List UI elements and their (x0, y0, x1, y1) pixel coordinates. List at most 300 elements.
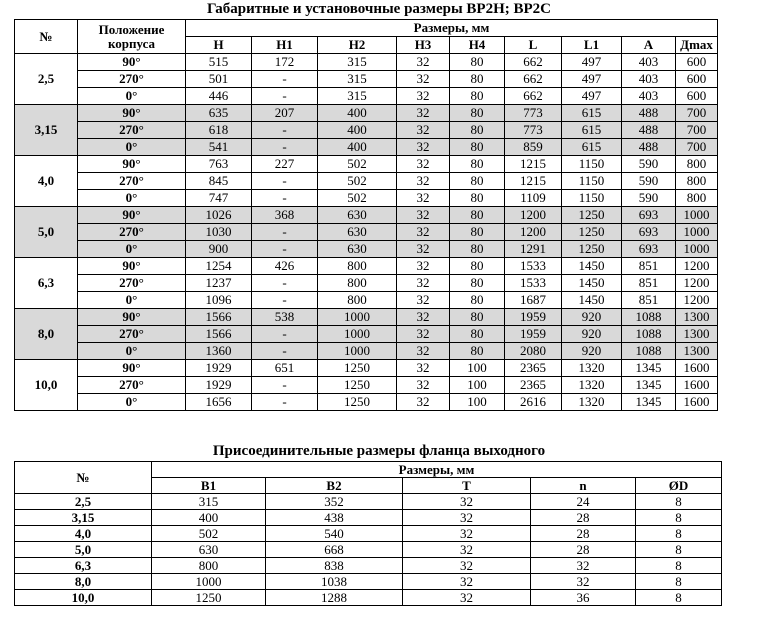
table-cell: 32 (403, 558, 531, 574)
col-header-4: H4 (450, 37, 505, 54)
table-cell: 600 (676, 54, 718, 71)
table-cell: 32 (531, 558, 636, 574)
table-cell: 403 (622, 88, 676, 105)
table-cell: 800 (318, 258, 397, 275)
table-cell: 1600 (676, 394, 718, 411)
table-cell: 32 (403, 510, 531, 526)
col-header-6: L1 (562, 37, 622, 54)
table-cell: 400 (318, 122, 397, 139)
table-cell: 747 (186, 190, 252, 207)
table-cell: 400 (318, 105, 397, 122)
table-cell: 800 (318, 275, 397, 292)
table-cell: 1450 (562, 275, 622, 292)
flange-number: 6,3 (15, 558, 152, 574)
table-cell: 1320 (562, 377, 622, 394)
table-cell: - (252, 173, 318, 190)
table-cell: 1000 (152, 574, 266, 590)
table-cell: 2616 (505, 394, 562, 411)
table-cell: 1291 (505, 241, 562, 258)
table-cell: 8 (636, 494, 722, 510)
table-cell: 859 (505, 139, 562, 156)
table-cell: 1150 (562, 190, 622, 207)
table-row (15, 258, 718, 275)
flange-number: 8,0 (15, 574, 152, 590)
col-header-2: T (403, 478, 531, 494)
table-cell: - (252, 326, 318, 343)
table-row (15, 156, 718, 173)
table-cell: 515 (186, 54, 252, 71)
table-cell: 668 (266, 542, 403, 558)
table-cell: 1088 (622, 309, 676, 326)
table-cell: 80 (450, 122, 505, 139)
table-row (15, 122, 718, 139)
table-cell: 32 (403, 526, 531, 542)
table-cell: 80 (450, 71, 505, 88)
table-cell: 502 (152, 526, 266, 542)
housing-position: 270° (78, 275, 186, 292)
table-cell: 1237 (186, 275, 252, 292)
table-cell: 497 (562, 54, 622, 71)
table-cell: 1000 (318, 326, 397, 343)
table-cell: 32 (403, 542, 531, 558)
col-header-position: Положение корпуса (78, 20, 186, 54)
table-cell: 100 (450, 377, 505, 394)
table-cell: 403 (622, 54, 676, 71)
table-cell: 635 (186, 105, 252, 122)
table-row (15, 574, 722, 590)
table-cell: 920 (562, 309, 622, 326)
table-cell: 8 (636, 574, 722, 590)
col-header-1: H1 (252, 37, 318, 54)
table-cell: 1096 (186, 292, 252, 309)
table-cell: 1215 (505, 156, 562, 173)
table-cell: - (252, 224, 318, 241)
table-row (15, 590, 722, 606)
table-cell: 700 (676, 122, 718, 139)
col-header-sizes: Размеры, мм (152, 462, 722, 478)
table-row (15, 173, 718, 190)
table-cell: 426 (252, 258, 318, 275)
table-row (15, 241, 718, 258)
table-cell: 1959 (505, 309, 562, 326)
housing-position: 0° (78, 190, 186, 207)
table-cell: 662 (505, 54, 562, 71)
table-cell: 630 (318, 207, 397, 224)
table-cell: 80 (450, 224, 505, 241)
housing-number: 4,0 (15, 156, 78, 207)
table-cell: 1450 (562, 292, 622, 309)
col-header-1: B2 (266, 478, 403, 494)
flange-number: 10,0 (15, 590, 152, 606)
housing-position: 0° (78, 394, 186, 411)
table-cell: - (252, 88, 318, 105)
table-row (15, 190, 718, 207)
table-cell: 32 (397, 190, 450, 207)
table-cell: 851 (622, 292, 676, 309)
table-cell: 600 (676, 71, 718, 88)
table-cell: 920 (562, 343, 622, 360)
table-row (15, 88, 718, 105)
table-cell: 32 (397, 122, 450, 139)
table-cell: 32 (397, 224, 450, 241)
table-cell: 773 (505, 122, 562, 139)
table-cell: 1320 (562, 394, 622, 411)
table-cell: 1345 (622, 394, 676, 411)
table-cell: 1088 (622, 343, 676, 360)
table-cell: 1254 (186, 258, 252, 275)
housing-number: 3,15 (15, 105, 78, 156)
table-cell: 488 (622, 139, 676, 156)
table-cell: 851 (622, 275, 676, 292)
col-header-7: A (622, 37, 676, 54)
table-cell: 1320 (562, 360, 622, 377)
table-cell: 700 (676, 139, 718, 156)
table-cell: 32 (397, 275, 450, 292)
table-cell: 32 (397, 377, 450, 394)
table-cell: 446 (186, 88, 252, 105)
table-cell: 1026 (186, 207, 252, 224)
table-cell: 80 (450, 326, 505, 343)
table-cell: - (252, 394, 318, 411)
table-cell: 80 (450, 241, 505, 258)
housing-position: 270° (78, 224, 186, 241)
table-cell: 1250 (562, 207, 622, 224)
table-cell: 28 (531, 510, 636, 526)
table-cell: 1250 (562, 241, 622, 258)
table-cell: - (252, 190, 318, 207)
table-cell: 1600 (676, 360, 718, 377)
col-header-no: № (15, 20, 78, 54)
flange-number: 3,15 (15, 510, 152, 526)
table-cell: 28 (531, 526, 636, 542)
table-cell: 24 (531, 494, 636, 510)
flange-table (14, 461, 722, 606)
table-cell: 1600 (676, 377, 718, 394)
table-row (15, 377, 718, 394)
table-cell: 403 (622, 71, 676, 88)
table-cell: 900 (186, 241, 252, 258)
table-cell: 1450 (562, 258, 622, 275)
table1-title: Габаритные и установочные размеры ВР2Н; ВР2С (207, 1, 551, 17)
table-cell: 32 (397, 258, 450, 275)
col-header-3: H3 (397, 37, 450, 54)
table-cell: 538 (252, 309, 318, 326)
table-row (15, 326, 718, 343)
table-cell: 1250 (318, 394, 397, 411)
table-row (15, 309, 718, 326)
table-cell: 630 (152, 542, 266, 558)
table-cell: 800 (676, 190, 718, 207)
table-cell: 32 (397, 394, 450, 411)
dimensions-table (14, 19, 718, 411)
table-cell: 488 (622, 122, 676, 139)
table-cell: 32 (531, 574, 636, 590)
table-cell: 1200 (676, 275, 718, 292)
table-cell: 1109 (505, 190, 562, 207)
table-cell: 32 (397, 54, 450, 71)
housing-position: 270° (78, 377, 186, 394)
table-cell: 1533 (505, 275, 562, 292)
housing-position: 270° (78, 71, 186, 88)
table-row (15, 394, 718, 411)
table-cell: 400 (318, 139, 397, 156)
table-cell: 315 (318, 88, 397, 105)
table-cell: 540 (266, 526, 403, 542)
table-cell: 1250 (152, 590, 266, 606)
table-cell: 541 (186, 139, 252, 156)
table-cell: 207 (252, 105, 318, 122)
housing-number: 2,5 (15, 54, 78, 105)
table-cell: 800 (152, 558, 266, 574)
table-cell: 32 (397, 343, 450, 360)
table-cell: 32 (397, 105, 450, 122)
table-row (15, 105, 718, 122)
table-cell: 1300 (676, 326, 718, 343)
table-cell: - (252, 122, 318, 139)
table-cell: 1929 (186, 360, 252, 377)
table-cell: 80 (450, 292, 505, 309)
housing-position: 90° (78, 105, 186, 122)
flange-number: 2,5 (15, 494, 152, 510)
table-cell: 1566 (186, 309, 252, 326)
table-cell: - (252, 275, 318, 292)
table-row (15, 54, 718, 71)
table-cell: 36 (531, 590, 636, 606)
table-cell: 8 (636, 590, 722, 606)
table-cell: 488 (622, 105, 676, 122)
table-cell: 2365 (505, 377, 562, 394)
housing-position: 0° (78, 139, 186, 156)
table-cell: 1300 (676, 309, 718, 326)
table-cell: - (252, 292, 318, 309)
table-cell: - (252, 71, 318, 88)
table-cell: 1000 (676, 241, 718, 258)
housing-number: 8,0 (15, 309, 78, 360)
table-cell: 32 (397, 156, 450, 173)
table-cell: 618 (186, 122, 252, 139)
col-header-sizes: Размеры, мм (186, 20, 718, 37)
col-header-8: Дmax (676, 37, 718, 54)
table-row (15, 207, 718, 224)
table-cell: 2365 (505, 360, 562, 377)
table-cell: 662 (505, 71, 562, 88)
housing-position: 0° (78, 241, 186, 258)
table-cell: 693 (622, 241, 676, 258)
table-cell: 1038 (266, 574, 403, 590)
col-header-no: № (15, 462, 152, 494)
housing-position: 0° (78, 88, 186, 105)
housing-position: 0° (78, 292, 186, 309)
table-row (15, 292, 718, 309)
table-cell: 100 (450, 360, 505, 377)
table-cell: 315 (318, 71, 397, 88)
table-cell: 590 (622, 173, 676, 190)
table-cell: 32 (397, 326, 450, 343)
table2-title: Присоединительные размеры фланца выходного (212, 443, 546, 459)
table-cell: 1959 (505, 326, 562, 343)
housing-number: 5,0 (15, 207, 78, 258)
table-cell: 1030 (186, 224, 252, 241)
table-cell: 800 (676, 156, 718, 173)
table-cell: 32 (397, 139, 450, 156)
table-cell: 368 (252, 207, 318, 224)
table-cell: 32 (397, 309, 450, 326)
table-cell: - (252, 241, 318, 258)
table-cell: 1345 (622, 377, 676, 394)
table-cell: 1200 (676, 258, 718, 275)
table-cell: 1566 (186, 326, 252, 343)
table-cell: 8 (636, 526, 722, 542)
table-cell: 1150 (562, 156, 622, 173)
table-cell: 1345 (622, 360, 676, 377)
table-cell: - (252, 139, 318, 156)
table-cell: 497 (562, 71, 622, 88)
table-cell: 693 (622, 224, 676, 241)
table-cell: 1929 (186, 377, 252, 394)
table-cell: 502 (318, 156, 397, 173)
table-cell: 32 (397, 71, 450, 88)
table-row (15, 139, 718, 156)
table-cell: 8 (636, 542, 722, 558)
table-cell: 502 (318, 190, 397, 207)
table-cell: 615 (562, 139, 622, 156)
table-cell: 1200 (676, 292, 718, 309)
table-row (15, 275, 718, 292)
table-cell: 80 (450, 105, 505, 122)
table-cell: 1150 (562, 173, 622, 190)
table-cell: 80 (450, 309, 505, 326)
table-cell: 1250 (318, 377, 397, 394)
table-cell: 80 (450, 173, 505, 190)
col-header-0: H (186, 37, 252, 54)
table-cell: 1000 (676, 207, 718, 224)
table-cell: 32 (397, 173, 450, 190)
table-cell: 501 (186, 71, 252, 88)
table-cell: 32 (397, 207, 450, 224)
housing-position: 90° (78, 156, 186, 173)
col-header-4: ØD (636, 478, 722, 494)
table-cell: 590 (622, 190, 676, 207)
table-cell: 32 (397, 241, 450, 258)
table-cell: 315 (152, 494, 266, 510)
table-cell: 32 (397, 360, 450, 377)
table-cell: 28 (531, 542, 636, 558)
table-row (15, 510, 722, 526)
table-cell: 1300 (676, 343, 718, 360)
table-cell: 32 (403, 590, 531, 606)
table-cell: 1000 (318, 343, 397, 360)
table-cell: 1200 (505, 207, 562, 224)
table-cell: 315 (318, 54, 397, 71)
table-cell: 80 (450, 207, 505, 224)
table-cell: 630 (318, 241, 397, 258)
table-cell: 1250 (318, 360, 397, 377)
table-row (15, 494, 722, 510)
table-cell: 1288 (266, 590, 403, 606)
table-cell: 615 (562, 105, 622, 122)
table-cell: 838 (266, 558, 403, 574)
table-cell: 100 (450, 394, 505, 411)
table-cell: 1250 (562, 224, 622, 241)
table-cell: 590 (622, 156, 676, 173)
table-row (15, 542, 722, 558)
table-cell: 615 (562, 122, 622, 139)
table-cell: 502 (318, 173, 397, 190)
housing-position: 90° (78, 258, 186, 275)
col-header-5: L (505, 37, 562, 54)
table-cell: 80 (450, 54, 505, 71)
housing-position: 90° (78, 54, 186, 71)
table-cell: 352 (266, 494, 403, 510)
table-cell: 800 (318, 292, 397, 309)
table-cell: 920 (562, 326, 622, 343)
table-cell: 1533 (505, 258, 562, 275)
table-row (15, 558, 722, 574)
table-cell: 80 (450, 88, 505, 105)
table-row (15, 360, 718, 377)
table-cell: 1200 (505, 224, 562, 241)
table-cell: 438 (266, 510, 403, 526)
flange-number: 5,0 (15, 542, 152, 558)
table-cell: 80 (450, 156, 505, 173)
housing-number: 6,3 (15, 258, 78, 309)
table-cell: 1000 (318, 309, 397, 326)
table-row (15, 526, 722, 542)
table-cell: 80 (450, 343, 505, 360)
housing-position: 270° (78, 326, 186, 343)
table-row (15, 343, 718, 360)
table-cell: 662 (505, 88, 562, 105)
housing-position: 90° (78, 309, 186, 326)
housing-position: 270° (78, 173, 186, 190)
table-cell: 1687 (505, 292, 562, 309)
table-cell: 651 (252, 360, 318, 377)
table-cell: 693 (622, 207, 676, 224)
col-header-2: H2 (318, 37, 397, 54)
table-row (15, 71, 718, 88)
table-cell: 700 (676, 105, 718, 122)
table-cell: 80 (450, 139, 505, 156)
table-cell: 773 (505, 105, 562, 122)
col-header-0: B1 (152, 478, 266, 494)
housing-position: 270° (78, 122, 186, 139)
table-cell: 172 (252, 54, 318, 71)
table-cell: 497 (562, 88, 622, 105)
table-cell: 600 (676, 88, 718, 105)
table-cell: 32 (397, 292, 450, 309)
table-cell: 763 (186, 156, 252, 173)
table-cell: 1215 (505, 173, 562, 190)
table-cell: 845 (186, 173, 252, 190)
table-row (15, 224, 718, 241)
table-cell: 630 (318, 224, 397, 241)
table-cell: 227 (252, 156, 318, 173)
housing-number: 10,0 (15, 360, 78, 411)
table-cell: - (252, 343, 318, 360)
table-cell: 32 (403, 574, 531, 590)
table-cell: 1000 (676, 224, 718, 241)
table-cell: 1088 (622, 326, 676, 343)
table-cell: 851 (622, 258, 676, 275)
table-cell: 80 (450, 258, 505, 275)
col-header-3: n (531, 478, 636, 494)
table-cell: 8 (636, 510, 722, 526)
housing-position: 90° (78, 360, 186, 377)
housing-position: 0° (78, 343, 186, 360)
table-cell: 8 (636, 558, 722, 574)
table-cell: 800 (676, 173, 718, 190)
table-cell: - (252, 377, 318, 394)
